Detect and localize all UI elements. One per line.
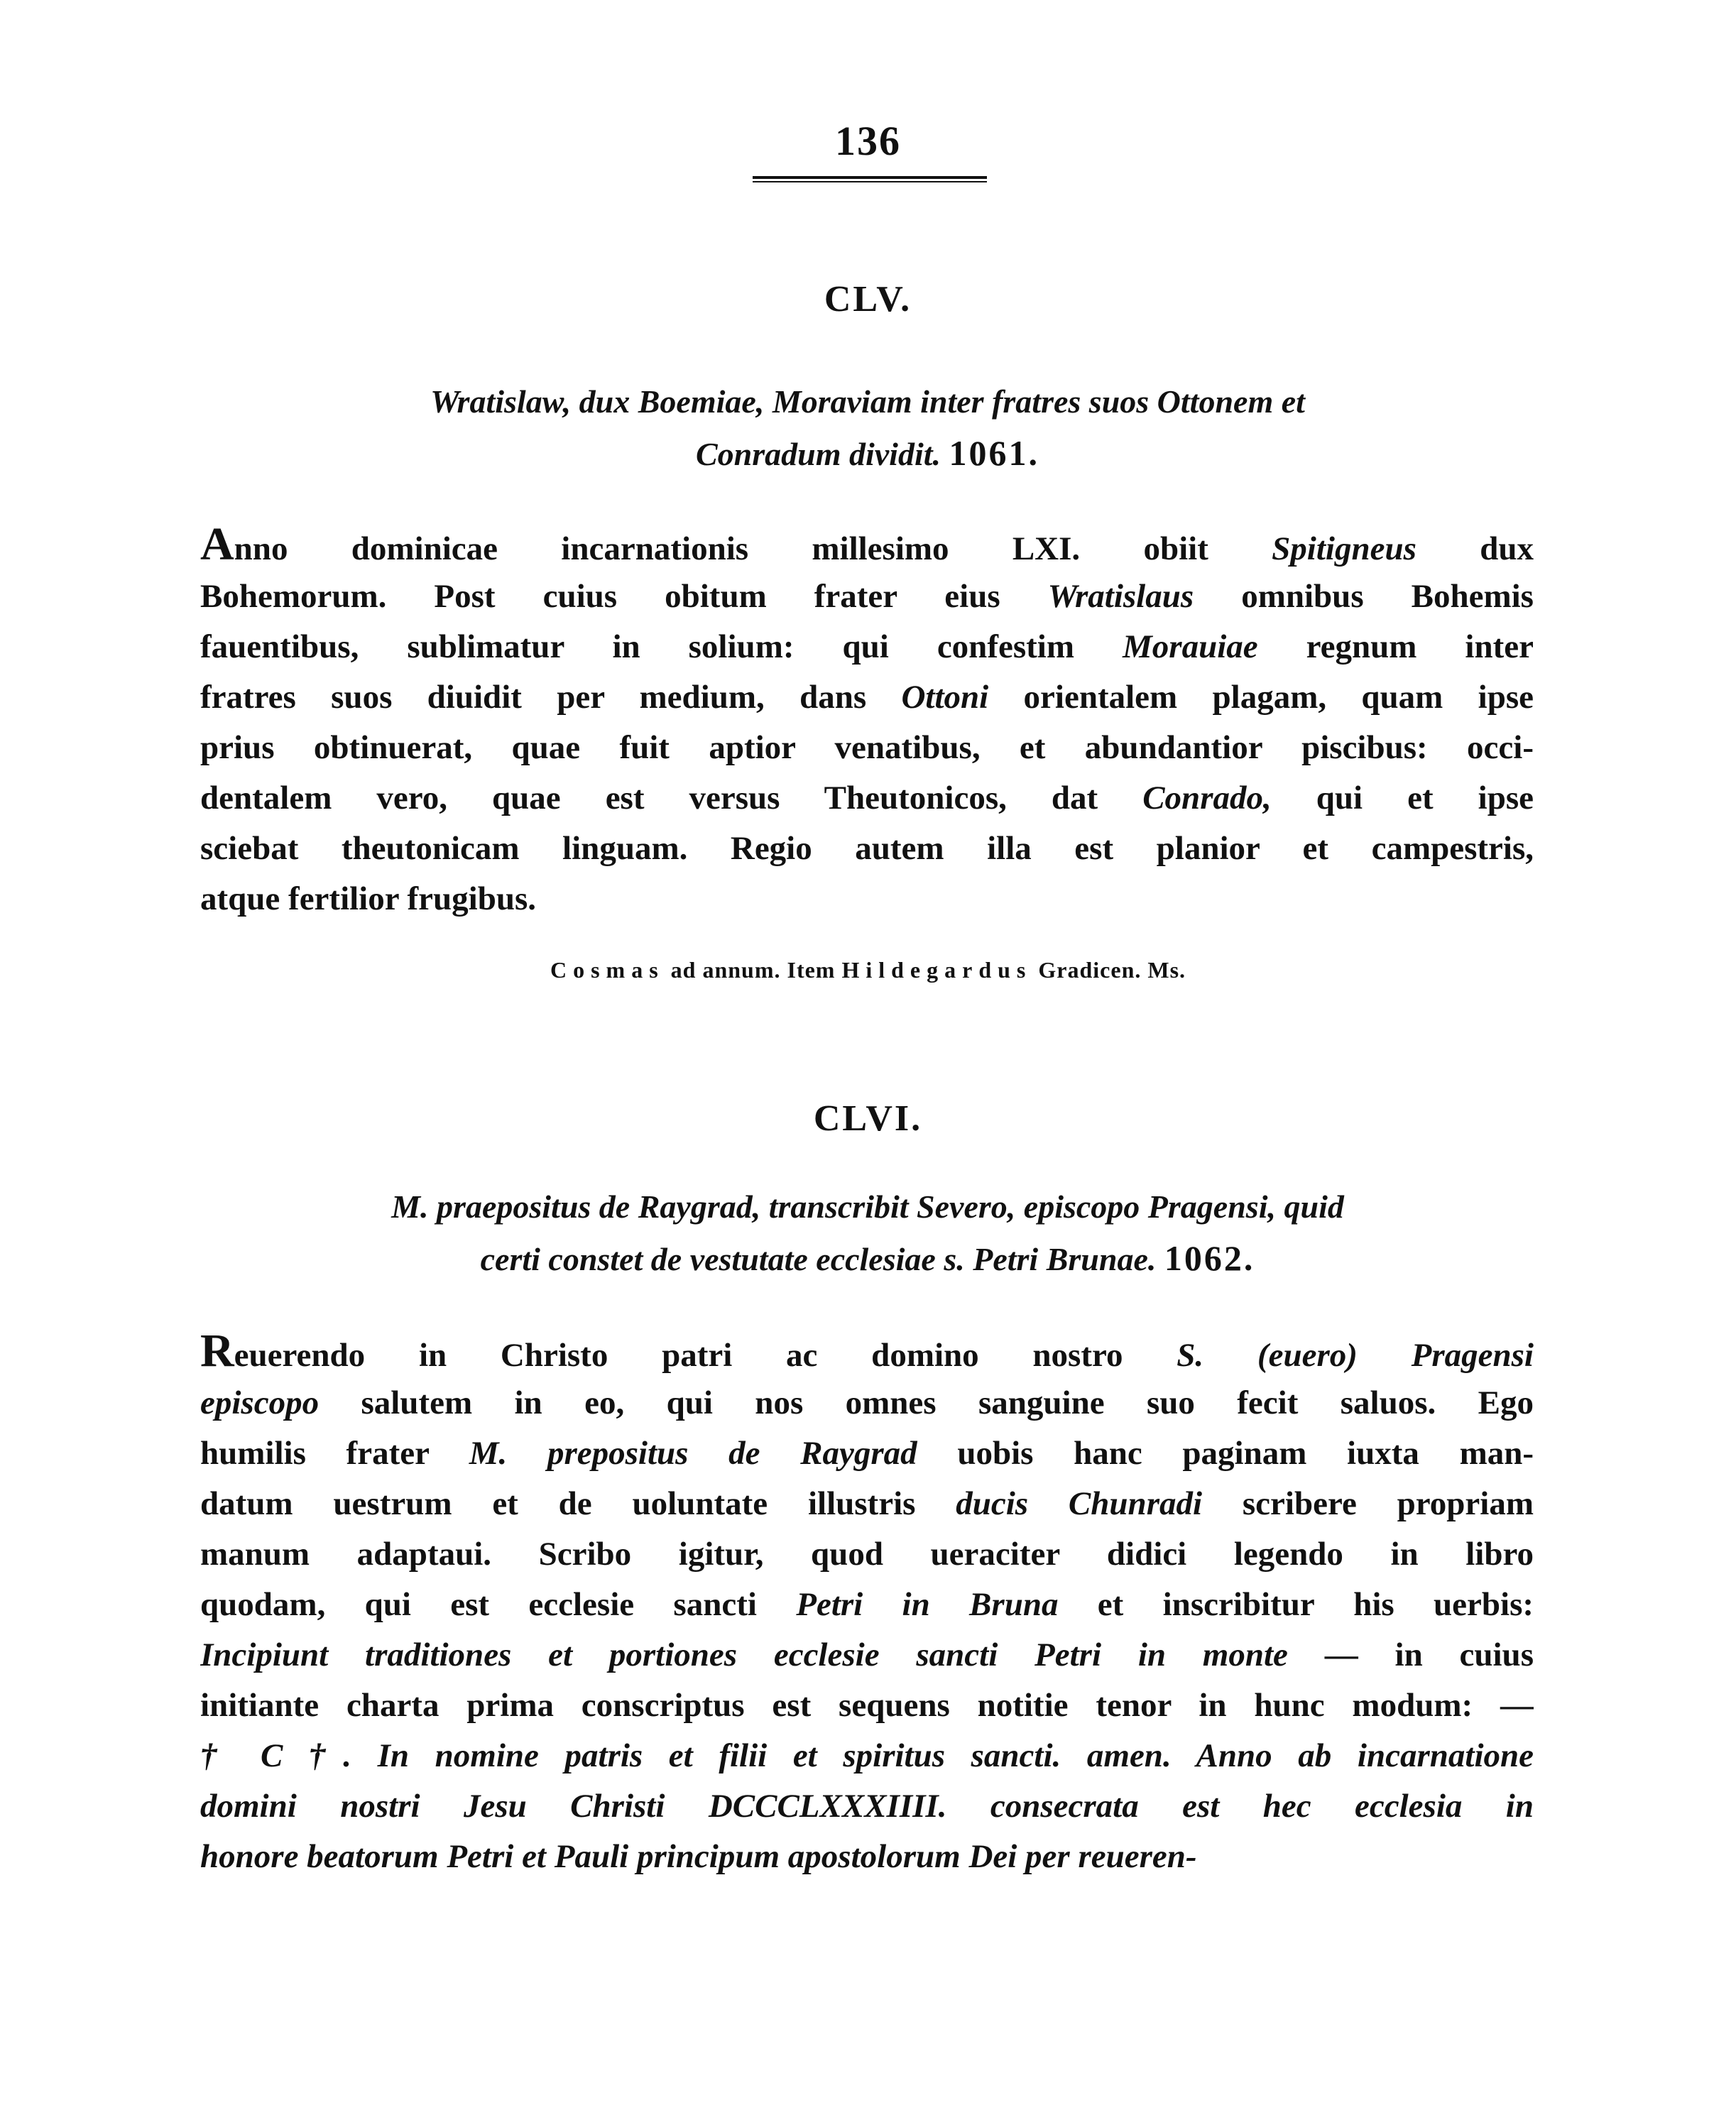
initial-capital: R [200, 1328, 234, 1377]
document-year: 1062. [1164, 1238, 1255, 1278]
initial-capital: A [200, 521, 234, 570]
document-year: 1061. [949, 433, 1040, 473]
text-line [200, 1580, 1534, 1630]
text-run: regnum inter [1257, 628, 1534, 665]
text-run: salutem in eo, qui nos omnes sanguine suo fecit saluos. Ego [319, 1384, 1534, 1421]
text-run: — in cuius [1287, 1636, 1534, 1673]
text-run: fauentibus, sublimatur in solium: qui confestim [200, 628, 1123, 665]
document-body-clvi [200, 1328, 1534, 1882]
text-line [200, 572, 1534, 622]
text-line [200, 1832, 1534, 1882]
text-run: scribere propriam [1202, 1485, 1534, 1522]
italic-text: Wratislaus [1047, 578, 1194, 615]
text-line [200, 1680, 1534, 1731]
document-summary-clv [200, 376, 1535, 480]
text-line [200, 1781, 1534, 1832]
italic-text: episcopo [200, 1384, 320, 1421]
text-line [200, 622, 1534, 672]
text-run: omnibus Bohemis [1194, 578, 1534, 615]
italic-text: domini nostri Jesu Christi DCCCLXXXIIII. consecrata est hec ecclesia in [200, 1788, 1534, 1825]
page-number: 136 [835, 118, 901, 164]
text-run: fratres suos diuidit per medium, dans [200, 679, 902, 716]
text-line [200, 1630, 1534, 1680]
italic-text: Ottoni [901, 679, 989, 716]
text-run: dux [1416, 530, 1534, 567]
italic-text: Petri in Bruna [796, 1586, 1059, 1623]
italic-text: Incipiunt traditiones et portiones ecclesie sancti Petri in monte [200, 1636, 1288, 1673]
summary-line: M. praepositus de Raygrad, transcribit Severo, episcopo Pragensi, quid [391, 1188, 1344, 1225]
document-summary-clvi [200, 1181, 1535, 1285]
document-numeral-clvi: CLVI. [813, 1098, 923, 1139]
document-body-clv [200, 521, 1534, 924]
text-run: datum uestrum et de uoluntate illustris [200, 1485, 956, 1522]
text-line [200, 1479, 1534, 1529]
source-text: Gradicen. Ms. [1038, 957, 1186, 983]
text-run: euerendo in Christo patri ac domino nostro [234, 1337, 1177, 1374]
summary-text: Conradum dividit. [695, 436, 941, 472]
italic-text: S. (euero) Pragensi [1177, 1337, 1534, 1374]
text-line [200, 1428, 1534, 1479]
text-line [200, 874, 1534, 924]
summary-text: certi constet de vestutate ecclesiae s. Petri Brunae. [480, 1241, 1157, 1277]
italic-text: M. prepositus de Raygrad [469, 1435, 917, 1472]
summary-line [200, 427, 1535, 480]
text-run: quodam, qui est ecclesie sancti [200, 1586, 797, 1623]
document-numeral-clv: CLV. [824, 279, 912, 319]
italic-text: ducis Chunradi [956, 1485, 1203, 1522]
source-citation [0, 957, 1736, 983]
text-run: nno dominicae incarnationis millesimo LXI. obiit [234, 530, 1272, 567]
source-author: Cosmas [550, 957, 665, 983]
text-line [200, 1328, 1534, 1378]
header-rule [753, 176, 987, 182]
text-line [200, 824, 1534, 874]
summary-line [200, 1233, 1535, 1285]
source-text: ad annum. Item [670, 957, 836, 983]
text-run: humilis frater [200, 1435, 469, 1472]
italic-text: Morauiae [1122, 628, 1258, 665]
italic-text: Spitigneus [1272, 530, 1416, 567]
text-run: initiante charta prima conscriptus est sequens notitie tenor in hunc modum: — [200, 1687, 1534, 1724]
text-line [200, 1378, 1534, 1428]
text-run: prius obtinuerat, quae fuit aptior venatibus, et abundantior piscibus: occi- [200, 729, 1534, 766]
text-run: sciebat theutonicam linguam. Regio autem illa est planior et campestris, [200, 830, 1534, 867]
text-line [200, 723, 1534, 773]
text-run: qui et ipse [1271, 780, 1534, 816]
text-line [200, 672, 1534, 723]
text-line [200, 1731, 1534, 1781]
source-author: Hildegardus [841, 957, 1032, 983]
italic-text: Conrado, [1142, 780, 1272, 816]
italic-text: † C †. In nomine patris et filii et spiritus sancti. amen. Anno ab incarnatione [200, 1737, 1534, 1774]
text-line [200, 773, 1534, 824]
text-run: dentalem vero, quae est versus Theutonicos, dat [200, 780, 1143, 816]
text-run: Bohemorum. Post cuius obitum frater eius [200, 578, 1048, 615]
italic-text: honore beatorum Petri et Pauli principum apostolorum Dei per reueren- [200, 1838, 1197, 1875]
summary-line: Wratislaw, dux Boemiae, Moraviam inter fratres suos Ottonem et [430, 383, 1305, 420]
text-line [200, 521, 1534, 572]
text-line [200, 1529, 1534, 1580]
text-run: atque fertilior frugibus. [200, 880, 537, 917]
text-run: uobis hanc paginam iuxta man- [917, 1435, 1534, 1472]
text-run: et inscribitur his uerbis: [1058, 1586, 1534, 1623]
text-run: manum adaptaui. Scribo igitur, quod ueraciter didici legendo in libro [200, 1536, 1534, 1573]
text-run: orientalem plagam, quam ipse [988, 679, 1534, 716]
